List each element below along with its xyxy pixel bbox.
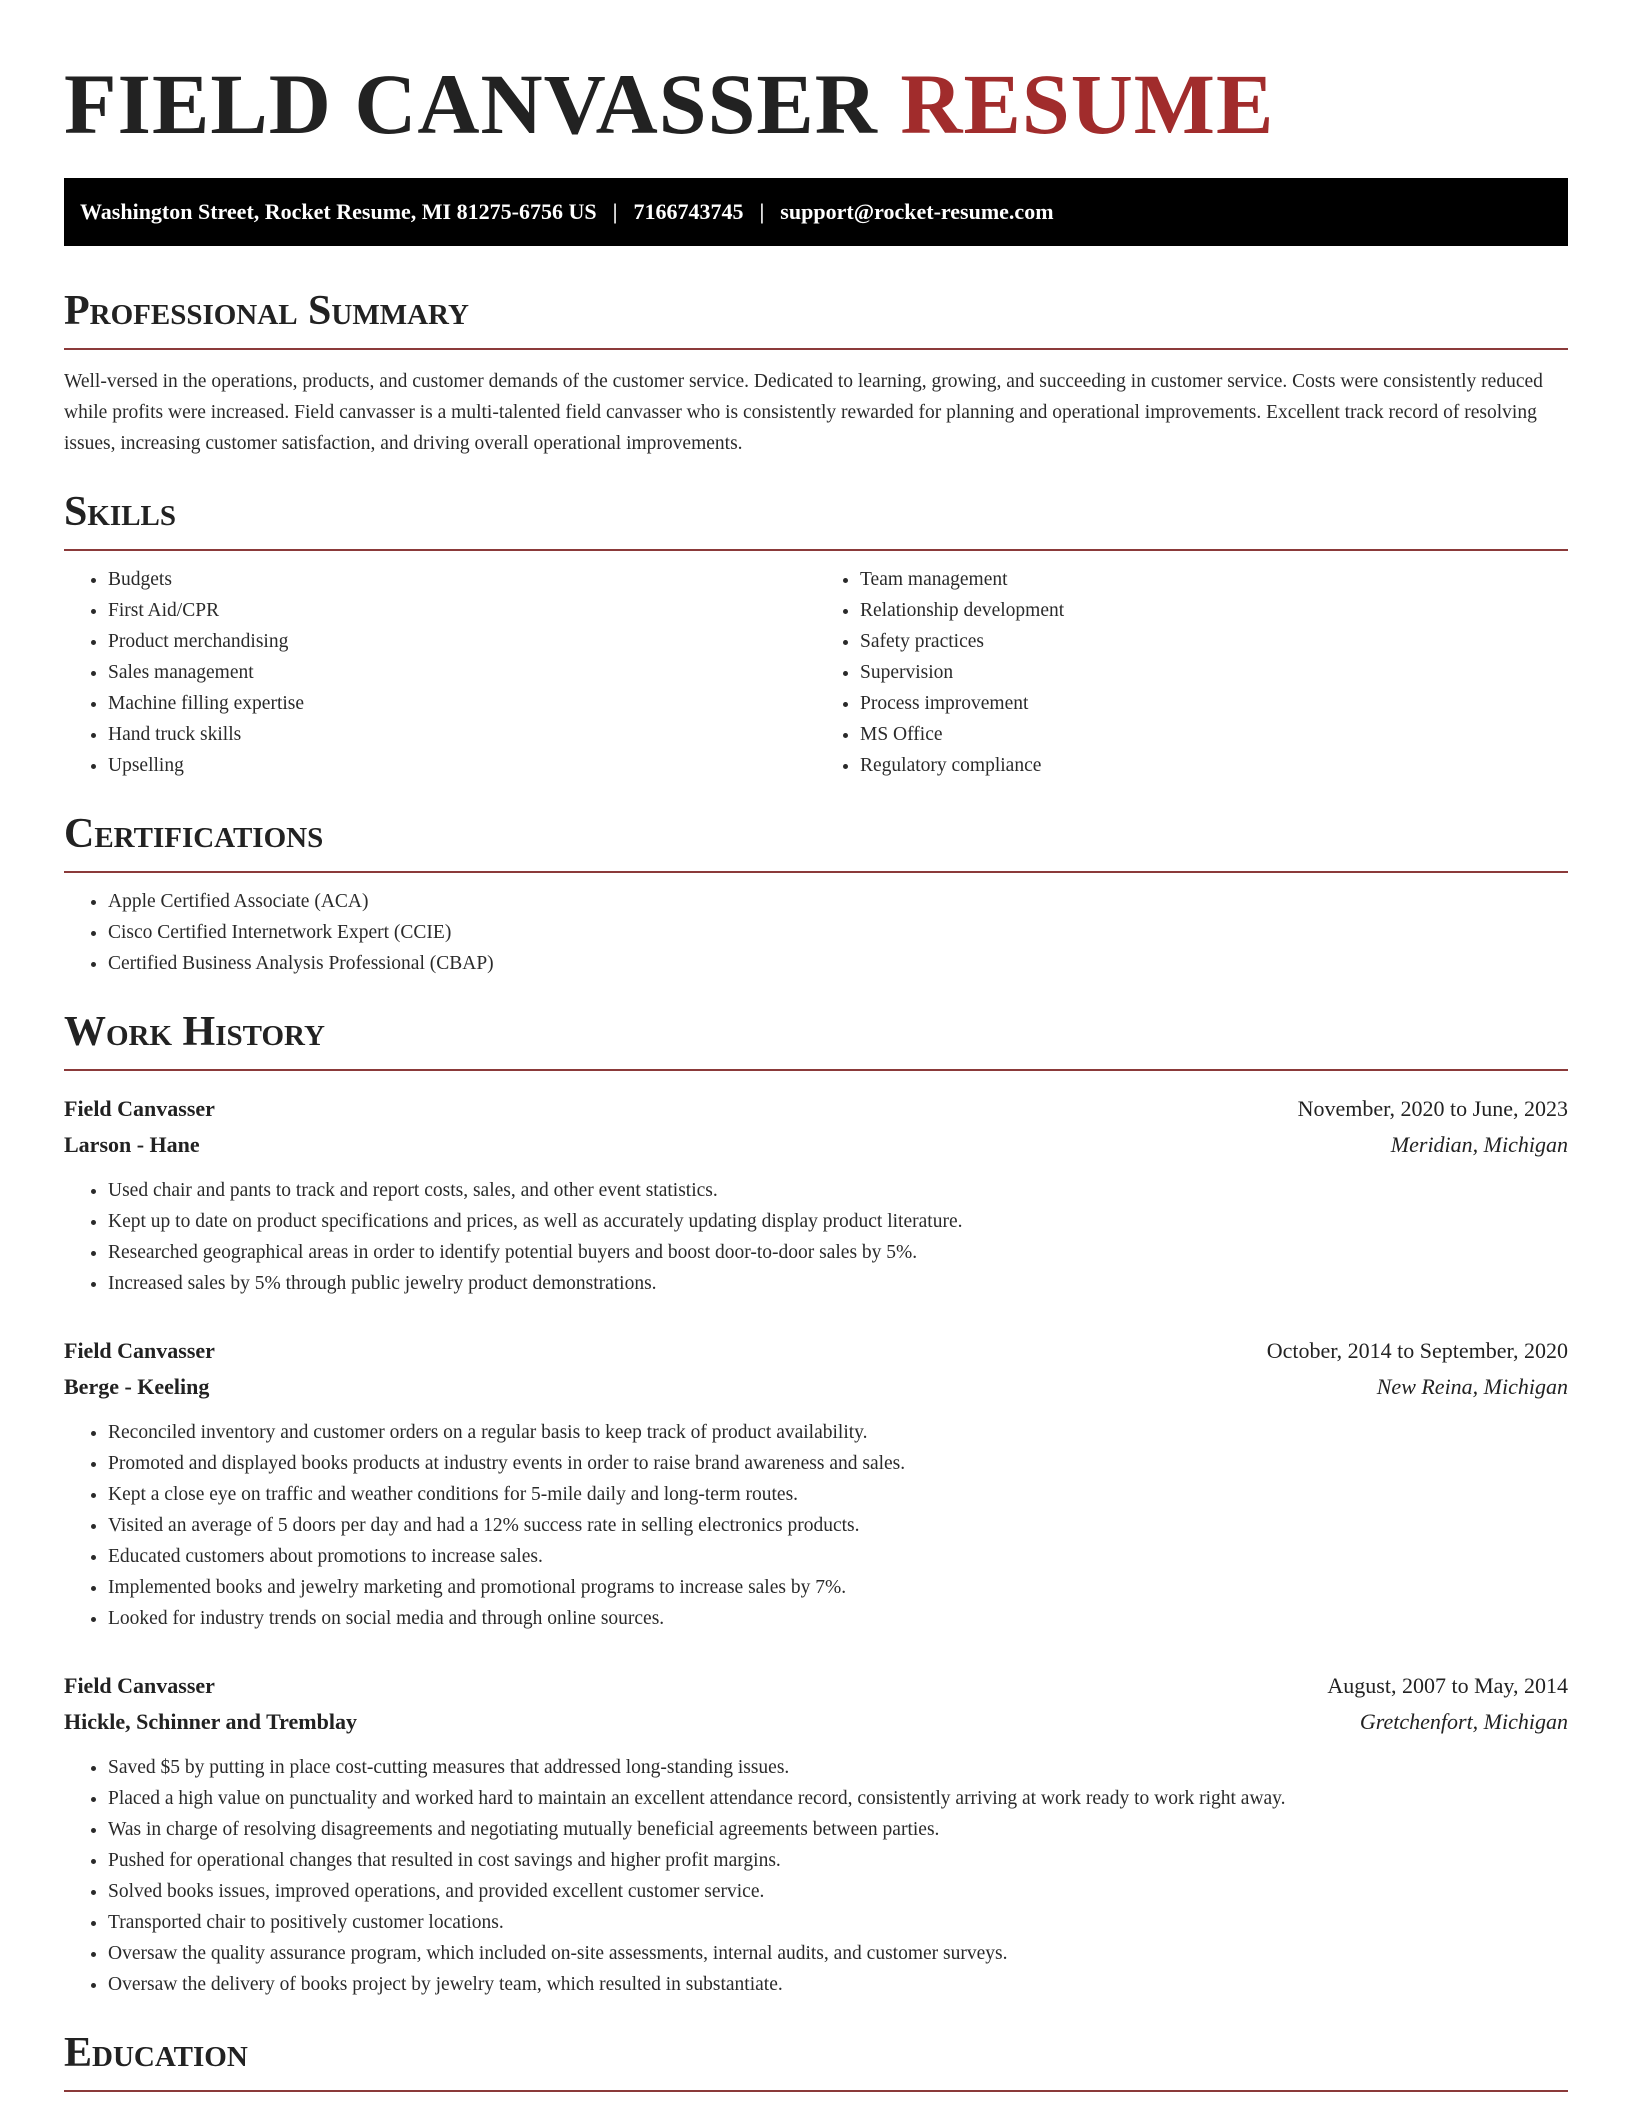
resume-title <box>64 58 1568 150</box>
job-dates: August, 2007 to May, 2014 <box>1327 1673 1568 1698</box>
job-bullet: • Implemented books and jewelry marketing and promotional programs to increase sales by 7%. <box>108 1572 1568 1603</box>
job-bullet: • Kept a close eye on traffic and weather conditions for 5-mile daily and long-term routes. <box>108 1479 1568 1510</box>
section-title-certifications: Certifications <box>64 809 1568 873</box>
skill-item: • Product merchandising <box>108 626 816 657</box>
section-certifications <box>64 809 1568 979</box>
job-location: Gretchenfort, Michigan <box>1359 1709 1568 1734</box>
job-bullet: • Researched geographical areas in order to identify potential buyers and boost door-to-door sales by 5%. <box>108 1237 1568 1268</box>
job-location: Meridian, Michigan <box>1390 1132 1568 1157</box>
skill-item: • Process improvement <box>860 688 1568 719</box>
certification-item: • Cisco Certified Internetwork Expert (CCIE) <box>108 917 1568 948</box>
job-bullet: • Visited an average of 5 doors per day and had a 12% success rate in selling electronics products. <box>108 1510 1568 1541</box>
section-skills <box>64 487 1568 781</box>
skill-item: • Team management <box>860 564 1568 595</box>
job-entry <box>64 1668 1568 2000</box>
resume-title-main: FIELD CANVASSER <box>64 56 878 152</box>
job-bullet: • Saved $5 by putting in place cost-cutting measures that addressed long-standing issues. <box>108 1752 1568 1783</box>
job-bullet: • Oversaw the quality assurance program, which included on-site assessments, internal audits, and customer surveys. <box>108 1938 1568 1969</box>
job-bullet: • Educated customers about promotions to increase sales. <box>108 1541 1568 1572</box>
certification-item: • Apple Certified Associate (ACA) <box>108 886 1568 917</box>
section-title-education: Education <box>64 2028 1568 2092</box>
certification-item: • Certified Business Analysis Professional (CBAP) <box>108 948 1568 979</box>
job-bullet: • Reconciled inventory and customer orders on a regular basis to keep track of product availability. <box>108 1417 1568 1448</box>
skills-grid <box>64 551 1568 781</box>
jobs-list <box>64 1091 1568 2000</box>
job-bullet: • Promoted and displayed books products at industry events in order to raise brand awareness and sales. <box>108 1448 1568 1479</box>
job-bullets <box>64 1752 1568 2000</box>
contact-address: Washington Street, Rocket Resume, MI 81275-6756 US <box>80 199 597 224</box>
job-header-row <box>64 1333 1568 1369</box>
job-bullet: • Pushed for operational changes that resulted in cost savings and higher profit margins. <box>108 1845 1568 1876</box>
section-title-skills: Skills <box>64 487 1568 551</box>
job-bullets <box>64 1417 1568 1634</box>
job-header-row <box>64 1668 1568 1704</box>
job-title: Field Canvasser <box>64 1338 215 1363</box>
skill-item: • Relationship development <box>860 595 1568 626</box>
skill-item: • Hand truck skills <box>108 719 816 750</box>
job-bullet: • Solved books issues, improved operations, and provided excellent customer service. <box>108 1876 1568 1907</box>
job-bullet: • Used chair and pants to track and report costs, sales, and other event statistics. <box>108 1175 1568 1206</box>
contact-separator: | <box>759 199 765 224</box>
contact-bar <box>64 178 1568 246</box>
skill-item: • Budgets <box>108 564 816 595</box>
job-company: Berge - Keeling <box>64 1374 210 1399</box>
job-header-row <box>64 1091 1568 1127</box>
job-title: Field Canvasser <box>64 1096 215 1121</box>
job-entry <box>64 1091 1568 1299</box>
job-dates: October, 2014 to September, 2020 <box>1266 1338 1568 1363</box>
job-bullets <box>64 1175 1568 1299</box>
job-company: Hickle, Schinner and Tremblay <box>64 1709 357 1734</box>
job-company-row <box>64 1127 1568 1163</box>
section-work-history <box>64 1007 1568 2000</box>
job-bullet: • Transported chair to positively customer locations. <box>108 1907 1568 1938</box>
skill-item: • Regulatory compliance <box>860 750 1568 781</box>
job-bullet: • Placed a high value on punctuality and worked hard to maintain an excellent attendance record, consistently arriving at work ready to work right away. <box>108 1783 1568 1814</box>
job-bullet: • Oversaw the delivery of books project by jewelry team, which resulted in substantiate. <box>108 1969 1568 2000</box>
skill-item: • Upselling <box>108 750 816 781</box>
resume-page <box>64 0 1568 2092</box>
skills-list-left <box>64 564 816 781</box>
skill-item: • Sales management <box>108 657 816 688</box>
job-title: Field Canvasser <box>64 1673 215 1698</box>
section-summary <box>64 286 1568 459</box>
skill-item: • MS Office <box>860 719 1568 750</box>
summary-text: Well-versed in the operations, products, and customer demands of the customer service. Dedicated to learning, growing, and succeeding in customer service. Costs were consistently reduced while profits were increased. Field canvasser is a multi-talented field canvasser who is consistently rewarded for planning and operational improvements. Excellent track record of resolving issues, increasing customer satisfaction, and driving overall operational improvements. <box>64 371 1543 454</box>
skills-list-right <box>816 564 1568 781</box>
job-company: Larson - Hane <box>64 1132 200 1157</box>
job-company-row <box>64 1369 1568 1405</box>
job-bullet: • Increased sales by 5% through public jewelry product demonstrations. <box>108 1268 1568 1299</box>
skill-item: • Safety practices <box>860 626 1568 657</box>
job-dates: November, 2020 to June, 2023 <box>1297 1096 1568 1121</box>
section-education <box>64 2028 1568 2092</box>
job-company-row <box>64 1704 1568 1740</box>
section-title-work-history: Work History <box>64 1007 1568 1071</box>
certifications-list <box>64 886 1568 979</box>
skill-item: • Machine filling expertise <box>108 688 816 719</box>
resume-title-accent: RESUME <box>900 56 1275 152</box>
job-location: New Reina, Michigan <box>1376 1374 1568 1399</box>
contact-phone: 7166743745 <box>633 199 744 224</box>
skill-item: • First Aid/CPR <box>108 595 816 626</box>
section-title-summary: Professional Summary <box>64 286 1568 350</box>
job-bullet: • Was in charge of resolving disagreements and negotiating mutually beneficial agreements between parties. <box>108 1814 1568 1845</box>
job-bullet: • Looked for industry trends on social media and through online sources. <box>108 1603 1568 1634</box>
contact-email: support@rocket-resume.com <box>780 199 1054 224</box>
skill-item: • Supervision <box>860 657 1568 688</box>
job-entry <box>64 1333 1568 1634</box>
job-bullet: • Kept up to date on product specifications and prices, as well as accurately updating display product literature. <box>108 1206 1568 1237</box>
contact-separator: | <box>612 199 618 224</box>
